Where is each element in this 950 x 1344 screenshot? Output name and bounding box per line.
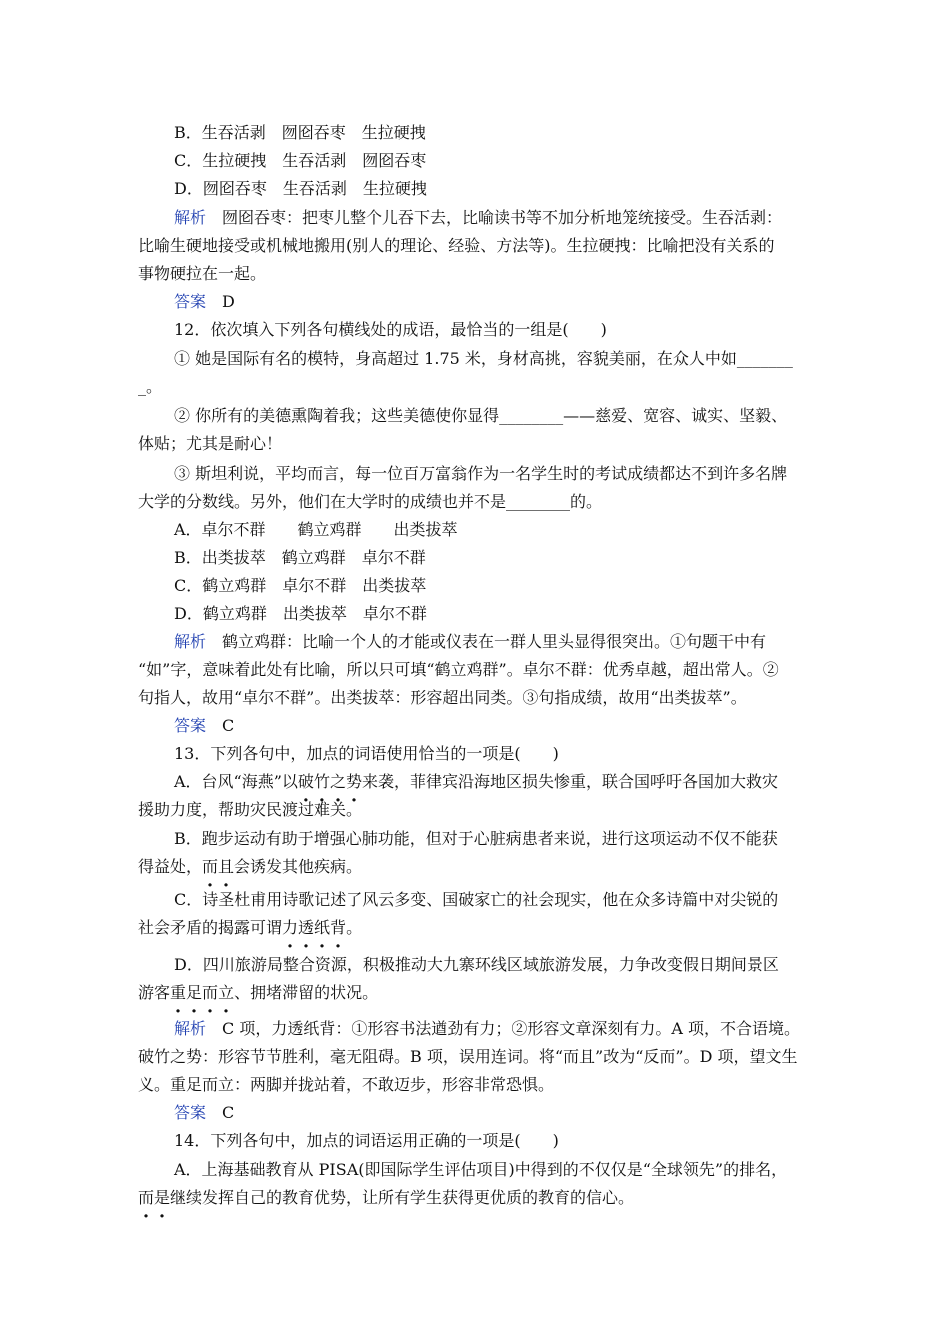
dotted-char: 且 <box>218 857 235 876</box>
q12-option-c: C．鹤立鸡群 卓尔不群 出类拔萃 <box>174 576 427 595</box>
dotted-char: 透 <box>298 918 315 937</box>
answer-label: 答案 <box>174 716 207 735</box>
q13-analysis-line-2: 破竹之势：形容节节胜利，毫无阻碍。B 项，误用连词。将“而且”改为“反而”。D 项，望文生 <box>138 1047 798 1066</box>
q12-sentence-1-cont: _。 <box>138 377 163 396</box>
q12-analysis-line-2: “如”字，意味着此处有比喻，所以只可填“鹤立鸡群”。卓尔不群：优秀卓越，超出常人。② <box>138 660 779 679</box>
q13-option-b-cont: 得益处，而且会诱发其他疾病。 <box>138 857 363 876</box>
q11-option-d: D．囫囵吞枣 生吞活剥 生拉硬拽 <box>174 179 427 198</box>
dotted-char: 而 <box>202 983 219 1002</box>
dotted-char: 之 <box>329 772 346 791</box>
q12-analysis-line-3: 句指人，故用“卓尔不群”。出类拔萃：形容超出同类。③句指成绩，故用“出类拔萃”。 <box>138 688 747 707</box>
analysis-label: 解析 <box>174 208 207 227</box>
q12-option-b: B．出类拔萃 鹤立鸡群 卓尔不群 <box>174 548 426 567</box>
dotted-char: 是 <box>154 1188 171 1207</box>
dotted-char: 破 <box>297 772 314 791</box>
dotted-char: 足 <box>186 983 203 1002</box>
q12-analysis-line-1: 解析 鹤立鸡群：比喻一个人的才能或仪表在一群人里头显得很突出。①句题干中有 <box>174 632 767 651</box>
dotted-char: 而 <box>202 857 219 876</box>
q13-option-a-cont: 援助力度，帮助灾民渡过难关。 <box>138 800 363 819</box>
q12-sentence-2: ② 你所有的美德熏陶着我；这些美德使你显得________——慈爱、宽容、诚实、坚毅、 <box>174 406 788 425</box>
q11-answer: 答案 D <box>174 292 235 311</box>
q13-option-d: D．四川旅游局整合资源，积极推动大九寨环线区域旅游发展，力争改变假日期间景区 <box>174 955 779 974</box>
dotted-char: 重 <box>170 983 187 1002</box>
q13-stem: 13．下列各句中，加点的词语使用恰当的一项是( ) <box>174 744 559 763</box>
q11-option-c: C．生拉硬拽 生吞活剥 囫囵吞枣 <box>174 151 427 170</box>
q11-analysis-line-1: 解析 囫囵吞枣：把枣儿整个儿吞下去，比喻读书等不加分析地笼统接受。生吞活剥： <box>174 208 783 227</box>
q11-analysis-line-3: 事物硬拉在一起。 <box>138 264 267 283</box>
q13-option-c: C．诗圣杜甫用诗歌记述了风云多变、国破家亡的社会现实，他在众多诗篇中对尖锐的 <box>174 890 779 909</box>
q14-stem: 14．下列各句中，加点的词语运用正确的一项是( ) <box>174 1131 559 1150</box>
answer-label: 答案 <box>174 1103 207 1122</box>
q12-sentence-2-cont: 体贴；尤其是耐心！ <box>138 434 283 453</box>
dotted-char: 势 <box>345 772 362 791</box>
q11-option-b: B．生吞活剥 囫囵吞枣 生拉硬拽 <box>174 123 426 142</box>
q13-analysis-line-3: 义。重足而立：两脚并拢站着，不敢迈步，形容非常恐惧。 <box>138 1075 555 1094</box>
q14-option-a-cont: 而是继续发挥自己的教育优势，让所有学生获得更优质的教育的信心。 <box>138 1188 635 1207</box>
dotted-char: 背 <box>330 918 347 937</box>
q13-option-a: A．台风“海燕”以破竹之势来袭，菲律宾沿海地区损失惨重，联合国呼吁各国加大救灾 <box>174 772 778 791</box>
q13-analysis-line-1: 解析 C 项，力透纸背：①形容书法遒劲有力；②形容文章深刻有力。A 项，不合语境。 <box>174 1019 800 1038</box>
q11-analysis-line-2: 比喻生硬地接受或机械地搬用(别人的理论、经验、方法等)。生拉硬拽：比喻把没有关系的 <box>138 236 775 255</box>
q12-sentence-3-cont: 大学的分数线。另外，他们在大学时的成绩也并不是________的。 <box>138 492 603 511</box>
q12-option-a: A．卓尔不群 鹤立鸡群 出类拔萃 <box>174 520 458 539</box>
analysis-label: 解析 <box>174 1019 207 1038</box>
q12-sentence-3: ③ 斯坦利说，平均而言，每一位百万富翁作为一名学生时的考试成绩都达不到许多名牌 <box>174 464 788 483</box>
q13-answer: 答案 C <box>174 1103 235 1122</box>
dotted-char: 力 <box>282 918 299 937</box>
q13-option-b: B．跑步运动有助于增强心肺功能，但对于心脏病患者来说，进行这项运动不仅不能获 <box>174 829 778 848</box>
dotted-char: 纸 <box>314 918 331 937</box>
q12-answer: 答案 C <box>174 716 235 735</box>
answer-label: 答案 <box>174 292 207 311</box>
q12-stem: 12．依次填入下列各句横线处的成语，最恰当的一组是( ) <box>174 320 607 339</box>
q13-option-c-cont: 社会矛盾的揭露可谓力透纸背。 <box>138 918 363 937</box>
dotted-char: 竹 <box>313 772 330 791</box>
dotted-char: 立 <box>218 983 235 1002</box>
analysis-label: 解析 <box>174 632 207 651</box>
q14-option-a: A．上海基础教育从 PISA(即国际学生评估项目)中得到的不仅仅是“全球领先”的排名， <box>174 1160 788 1179</box>
q12-sentence-1: ① 她是国际有名的模特，身高超过 1.75 米，身材高挑，容貌美丽，在众人中如_______ <box>174 349 793 368</box>
q13-option-d-cont: 游客重足而立、拥堵滞留的状况。 <box>138 983 379 1002</box>
q12-option-d: D．鹤立鸡群 出类拔萃 卓尔不群 <box>174 604 427 623</box>
dotted-char: 而 <box>138 1188 155 1207</box>
